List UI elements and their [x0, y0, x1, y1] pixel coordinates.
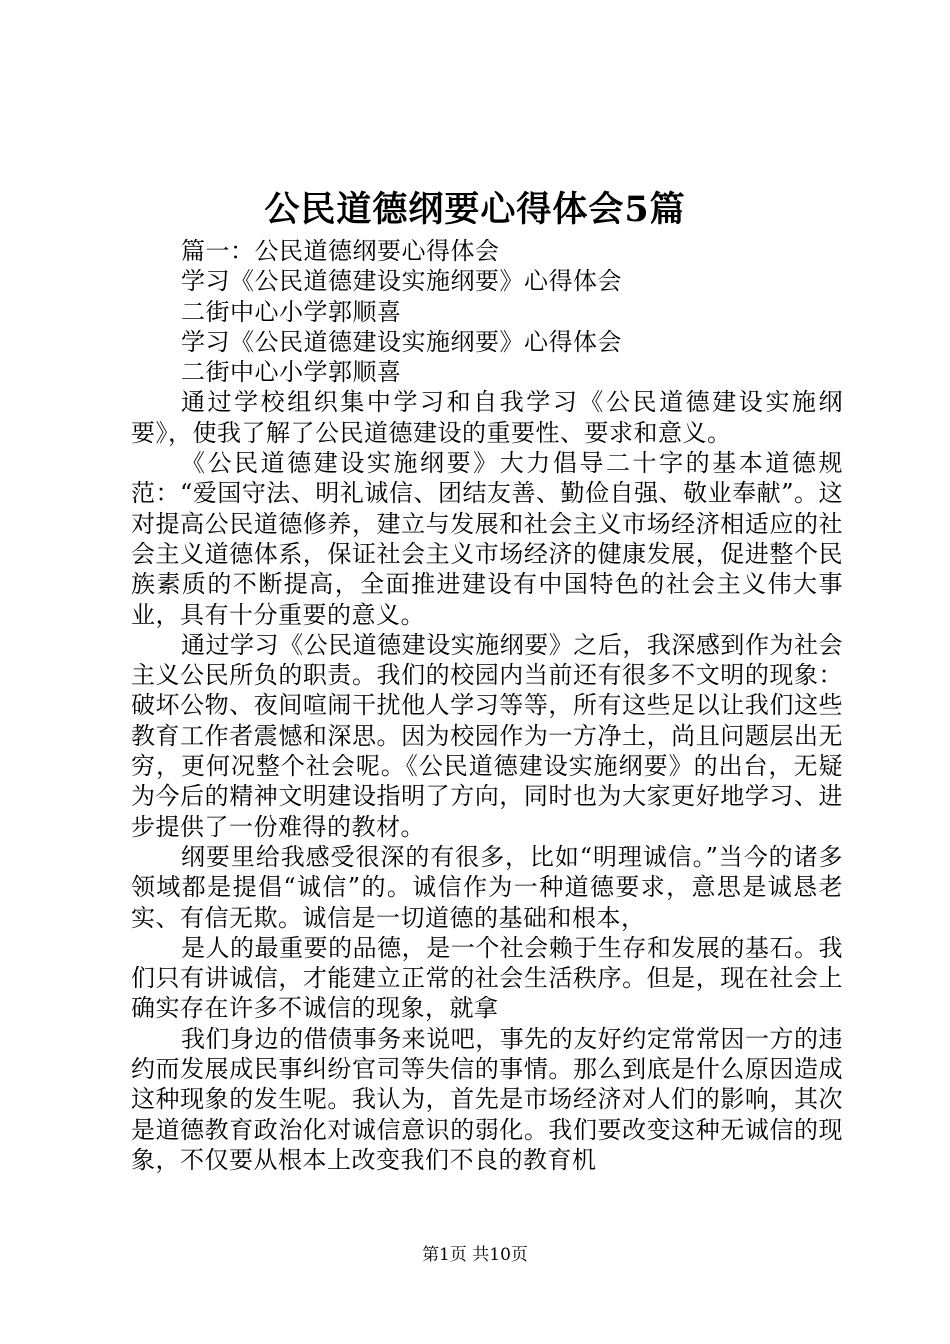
body-paragraph: 通过学习《公民道德建设实施纲要》之后，我深感到作为社会主义公民所负的职责。我们的校园内当前还有很多不文明的现象：破坏公物、夜间喧闹干扰他人学习等等，所有这些足以让我们这些教育工作者震憾和深思。因为校园作为一方净土，尚且问题层出无穷，更何况整个社会呢。《公民道德建设实施纲要》的出台，无疑为今后的精神文明建设指明了方向，同时也为大家更好地学习、进步提供了一份难得的教材。	[131, 630, 843, 841]
body-paragraph: 《公民道德建设实施纲要》大力倡导二十字的基本道德规范：“爱国守法、明礼诚信、团结友善、勤俭自强、敬业奉献”。这对提高公民道德修养，建立与发展和社会主义市场经济相适应的社会主义道德体系，保证社会主义市场经济的健康发展，促进整个民族素质的不断提高，全面推进建设有中国特色的社会主义伟大事业，具有十分重要的意义。	[131, 449, 843, 629]
document-title: 公民道德纲要心得体会5篇	[264, 189, 686, 230]
section-heading: 篇一：公民道德纲要心得体会	[181, 237, 500, 265]
page-number-footer: 第1页 共10页	[422, 1245, 528, 1265]
body-paragraph: 通过学校组织集中学习和自我学习《公民道德建设实施纲要》，使我了解了公民道德建设的重要性、要求和意义。	[131, 388, 843, 447]
author-line: 二街中心小学郭顺喜	[181, 297, 402, 326]
body-paragraph: 纲要里给我感受很深的有很多，比如“明理诚信。”当今的诸多领域都是提倡“诚信”的。诚信作为一种道德要求，意思是诚恳老实、有信无欺。诚信是一切道德的基础和根本，	[131, 842, 843, 932]
subtitle: 学习《公民道德建设实施纲要》心得体会	[181, 327, 622, 356]
author-line: 二街中心小学郭顺喜	[181, 358, 402, 387]
document-body	[131, 236, 843, 1175]
body-paragraph: 是人的最重要的品德，是一个社会赖于生存和发展的基石。我们只有讲诚信，才能建立正常的社会生活秩序。但是，现在社会上确实存在许多不诚信的现象，就拿	[131, 933, 843, 1023]
subtitle: 学习《公民道德建设实施纲要》心得体会	[181, 267, 622, 296]
body-paragraph: 我们身边的借债事务来说吧，事先的友好约定常常因一方的违约而发展成民事纠纷官司等失信的事情。那么到底是什么原因造成这种现象的发生呢。我认为，首先是市场经济对人们的影响，其次是道德教育政治化对诚信意识的弱化。我们要改变这种无诚信的现象，不仅要从根本上改变我们不良的教育机	[131, 1024, 843, 1174]
